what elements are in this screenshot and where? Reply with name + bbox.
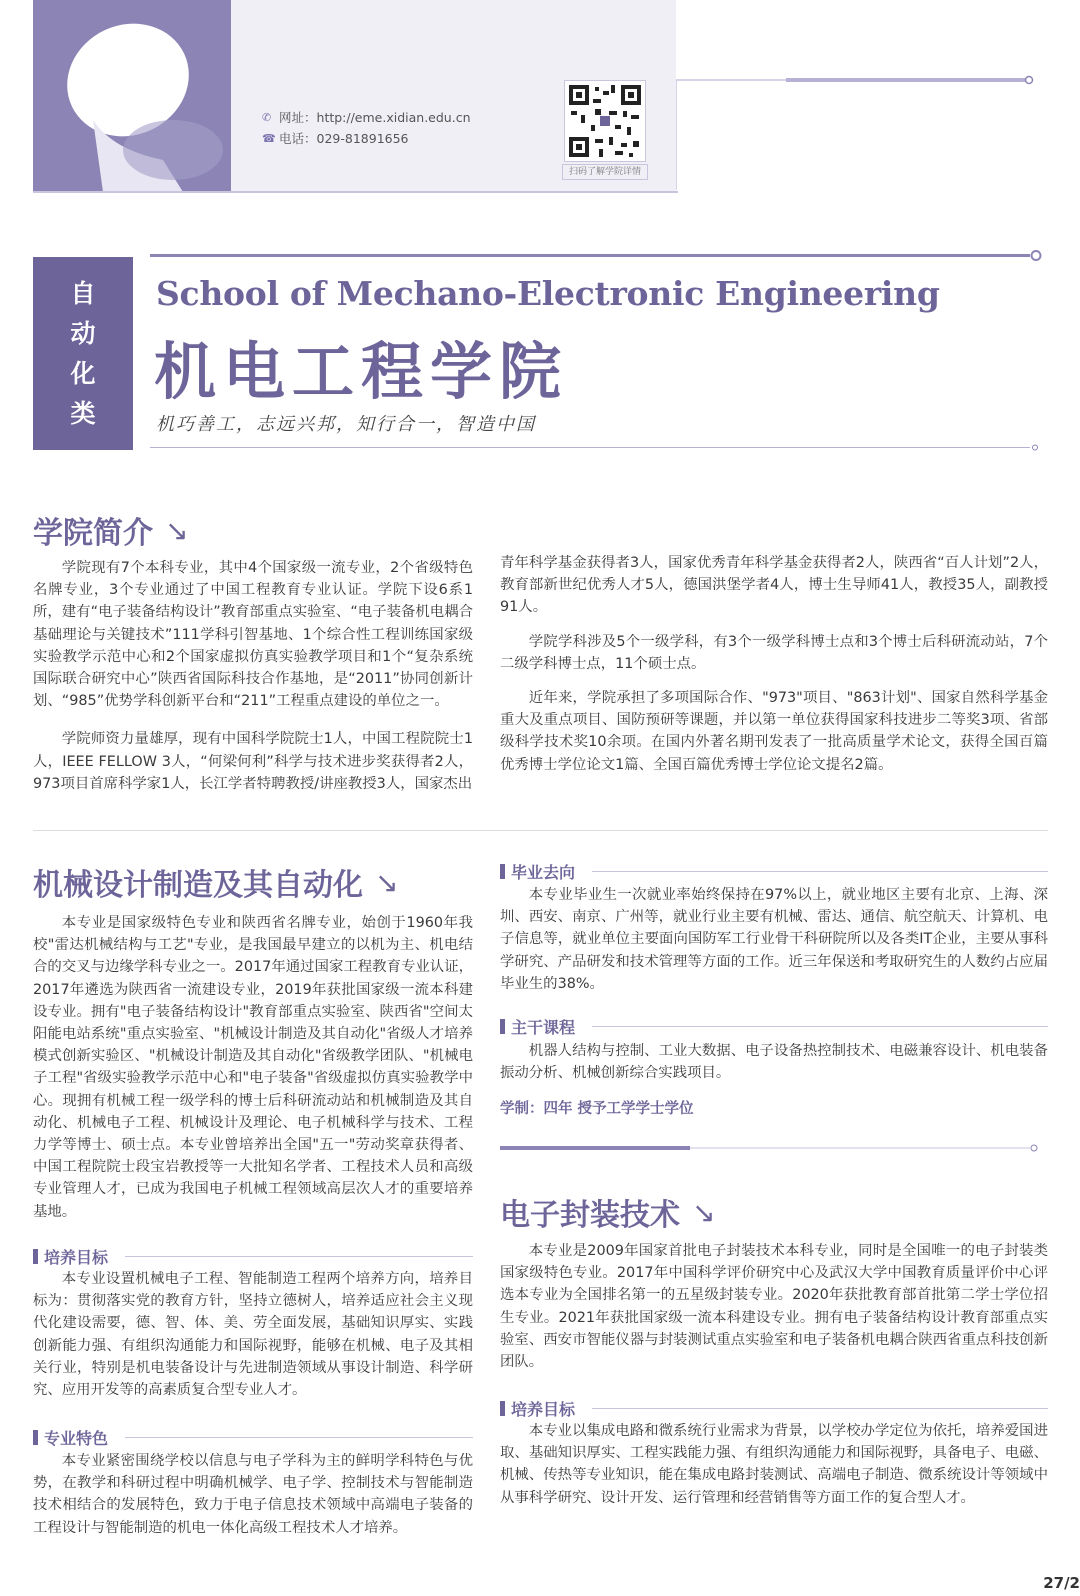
page-title: 机电工程学院: [154, 335, 569, 408]
divider: [592, 1408, 1048, 1409]
intro-paragraph: 学院师资力量雄厚，现有中国科学院院士1人，中国工程院院士1人，IEEE FELLOW 3人，“何梁何利”科学与技术进步奖获得者2人，973项目首席科学家1人，长江学者特聘教授/讲座教授3人，国家杰出: [33, 731, 473, 792]
heading-bar: [33, 1430, 38, 1445]
arrow-down-right-icon: ↘: [165, 513, 189, 547]
arrow-down-right-icon: ↘: [692, 1195, 716, 1229]
mech-courses-text: 机器人结构与控制、工业大数据、电子设备热控制技术、电磁兼容设计、机电装备振动分析、机械创新综合实践项目。: [500, 1043, 1048, 1082]
intro-right-text: [500, 552, 1048, 776]
mech-heading: [33, 860, 398, 904]
mech-goal-heading-text: 培养目标: [44, 1248, 109, 1267]
mech-goal-heading: [33, 1245, 108, 1268]
title-top-rule: [150, 250, 1050, 262]
header-line-decoration: [676, 72, 1056, 192]
phone-icon: ☎: [262, 131, 276, 145]
mech-career-heading: [500, 860, 575, 883]
section-rule: [500, 1142, 1050, 1154]
english-title: School of Mechano-Electronic Engineering: [156, 274, 940, 313]
intro-paragraph-continued: 青年科学基金获得者3人，国家优秀青年科学基金获得者2人，陕西省“百人计划”2人，教育部新世纪优秀人才5人，德国洪堡学者4人，博士生导师41人，教授35人，副教授91人。: [500, 555, 1048, 616]
page-number: 27/2: [1043, 1574, 1080, 1592]
mech-feature-heading-text: 专业特色: [44, 1429, 109, 1448]
divider: [33, 191, 678, 193]
phone-line: [262, 129, 409, 147]
intro-heading: [33, 508, 188, 552]
qr-code-icon: [565, 81, 645, 161]
intro-left-column: [33, 557, 473, 795]
mech-career-heading-text: 毕业去向: [511, 863, 576, 882]
intro-paragraph: 学院学科涉及5个一级学科，有3个一级学科博士点和3个博士后科研流动站，7个二级学科博士点，11个硕士点。: [500, 633, 1048, 672]
mech-heading-text: 机械设计制造及其自动化: [33, 868, 363, 903]
mech-intro: [33, 912, 473, 1223]
divider: [592, 1026, 1048, 1027]
mech-feature-heading: [33, 1426, 108, 1449]
category-char: 自: [70, 278, 96, 308]
mech-career: [500, 884, 1048, 995]
satellite-dish-graphic: [33, 0, 231, 192]
mech-duration: 学制：四年 授予工学学士学位: [500, 1101, 694, 1117]
pkg-goal: [500, 1420, 1048, 1509]
mech-courses-heading-text: 主干课程: [511, 1018, 576, 1037]
category-char: 类: [70, 398, 96, 428]
pkg-goal-text: 本专业以集成电路和微系统行业需求为背景，以学校办学定位为依托，培养爱国进取、基础知识厚实、工程实践能力强、有组织沟通能力和国际视野，具备电子、电磁、机械、传热等专业知识，能在集成电路封装测试、高端电子制造、微系统设计等领域中从事科学研究、设计开发、运行管理和经营销售等方面工作的复合型人才。: [500, 1423, 1048, 1506]
mech-courses-heading: [500, 1015, 575, 1038]
pkg-heading: [500, 1190, 715, 1234]
header-image: [33, 0, 231, 192]
pkg-goal-heading-text: 培养目标: [511, 1400, 576, 1419]
divider: [125, 1437, 473, 1438]
divider: [125, 1256, 473, 1257]
website-label: 网址：: [279, 110, 317, 125]
heading-bar: [500, 864, 505, 879]
pkg-intro: [500, 1240, 1048, 1373]
heading-bar: [500, 1019, 505, 1034]
mech-goal: [33, 1268, 473, 1401]
title-bottom-rule: [150, 444, 1050, 452]
mech-feature: [33, 1450, 473, 1539]
pkg-heading-text: 电子封装技术: [500, 1198, 680, 1233]
heading-bar: [33, 1249, 38, 1264]
globe-icon: ✆: [262, 110, 272, 124]
qr-caption: 扫码了解学院详情: [562, 164, 648, 180]
mech-career-text: 本专业毕业生一次就业率始终保持在97%以上，就业地区主要有北京、上海、深圳、西安、南京、广州等，就业行业主要有机械、雷达、通信、航空航天、计算机、电子信息等，就业单位主要面向国防军工行业骨干科研院所以及各类IT企业，主要从事科学研究、产品研发和技术管理等方面的工作。近三年保送和考取研究生的人数约占应届毕业生的38%。: [500, 887, 1048, 992]
category-char: 动: [70, 318, 96, 348]
intro-heading-text: 学院简介: [33, 516, 153, 551]
qr-code: [564, 80, 646, 162]
mech-feature-text: 本专业紧密围绕学校以信息与电子学科为主的鲜明学科特色与优势，在教学和科研过程中明确机械学、电子学、控制技术与智能制造技术相结合的发展特色，致力于电子信息技术领域中高端电子装备的工程设计与智能制造的机电一体化高级工程技术人才培养。: [33, 1453, 473, 1536]
phone-number: 029-81891656: [316, 130, 409, 146]
category-tab: [33, 257, 133, 450]
mech-goal-text: 本专业设置机械电子工程、智能制造工程两个培养方向，培养目标为：贯彻落实党的教育方针，坚持立德树人，培养适应社会主义现代化建设需要，德、智、体、美、劳全面发展，基础知识厚实、实践创新能力强、有组织沟通能力和国际视野，能够在机械、电子及其相关行业，特别是机电装备设计与先进制造领域从事设计制造、科学研究、应用开发等的高素质复合型专业人才。: [33, 1271, 473, 1399]
website-line: [262, 108, 471, 126]
arrow-down-right-icon: ↘: [375, 865, 399, 899]
phone-label: 电话：: [279, 131, 317, 146]
intro-paragraph: 近年来，学院承担了多项国际合作、"973"项目、"863计划"、国家自然科学基金重大及重点项目、国防预研等课题，并以第一单位获得国家科技进步二等奖3项、省部级科学技术奖10余项。在国内外著名期刊发表了一批高质量学术论文，获得全国百篇优秀博士学位论文1篇、全国百篇优秀博士学位论文提名2篇。: [500, 690, 1048, 773]
intro-paragraph: 学院现有7个本科专业，其中4个国家级一流专业，2个省级特色名牌专业，3个专业通过了中国工程教育专业认证。学院下设6系1所，建有“电子装备结构设计”教育部重点实验室、“电子装备机电耦合基础理论与关键技术”111学科引智基地、1个综合性工程训练国家级实验教学示范中心和2个国家虚拟仿真实验教学项目和1个“复杂系统国际联合研究中心”陕西省国际科技合作基地，是“2011”协同创新计划、“985”优势学科创新平台和“211”工程重点建设的单位之一。: [33, 560, 473, 710]
pkg-paragraph: 本专业是2009年国家首批电子封装技术本科专业，同时是全国唯一的电子封装类国家级特色专业。2017年中国科学评价研究中心及武汉大学中国教育质量评价中心评选本专业为全国排名第一的五星级封装专业。2020年获批教育部首批第二学士学位招生专业。2021年获批国家级一流本科建设专业。拥有电子装备结构设计教育部重点实验室、西安市智能仪器与封装测试重点实验室和电子装备机电耦合陕西省重点科技创新团队。: [500, 1243, 1048, 1371]
divider: [592, 871, 1048, 872]
heading-bar: [500, 1401, 505, 1416]
motto: 机巧善工，志远兴邦，知行合一，智造中国: [156, 414, 536, 435]
section-divider: [33, 830, 1048, 831]
website-url[interactable]: http://eme.xidian.edu.cn: [316, 109, 471, 125]
pkg-goal-heading: [500, 1397, 575, 1420]
mech-courses: [500, 1040, 1048, 1084]
mech-paragraph: 本专业是国家级特色专业和陕西省名牌专业，始创于1960年我校"雷达机械结构与工艺"专业，是我国最早建立的以机为主、机电结合的交叉与边缘学科专业之一。2017年通过国家工程教育专业认证，2017年遴选为陕西省一流建设专业，2019年获批国家级一流本科建设专业。拥有"电子装备结构设计"教育部重点实验室、陕西省"空间太阳能电站系统"重点实验室、"机械设计制造及其自动化"省级人才培养模式创新实验区、"机械设计制造及其自动化"省级教学团队、"机械电子工程"省级实验教学示范中心和"电子装备"省级虚拟仿真实验教学中心。现拥有机械工程一级学科的博士后科研流动站和机械制造及其自动化、机械电子工程、机械设计及理论、电子机械科学与技术、工程力学等博士、硕士点。本专业曾培养出全国"五一"劳动奖章获得者、中国工程院院士段宝岩教授等一大批知名学者、工程技术人员和高级专业管理人才，已成为我国电子机械工程领域高层次人才的重要培养基地。: [33, 915, 473, 1220]
category-char: 化: [70, 358, 96, 388]
